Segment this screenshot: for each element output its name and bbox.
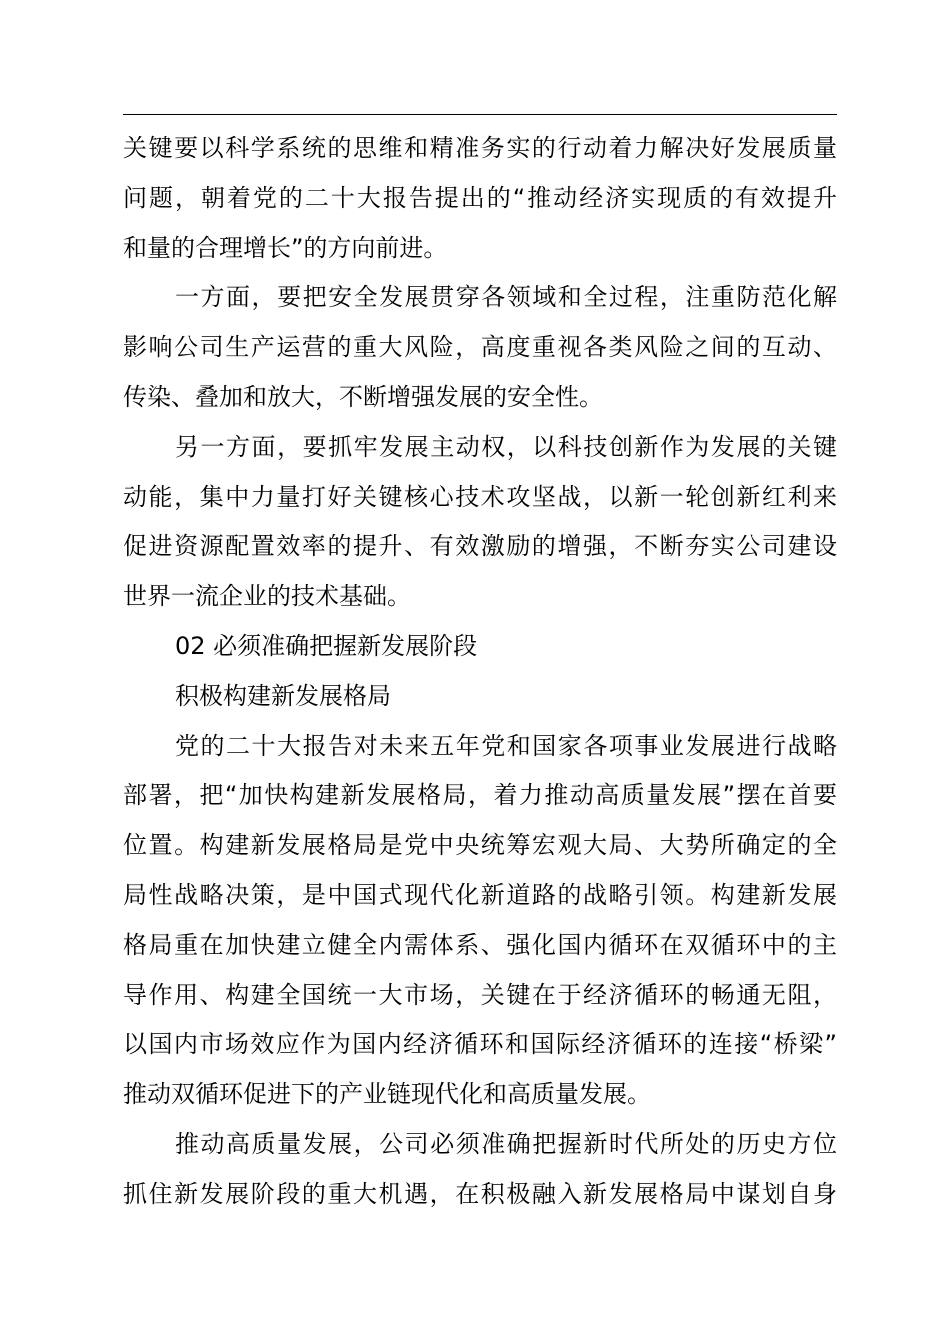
body-text bbox=[123, 124, 837, 1220]
text-line: 动能，集中力量打好关键核心技术攻坚战，以新一轮创新红利来 bbox=[123, 482, 837, 511]
text-line: 问题，朝着党的二十大报告提出的“推动经济实现质的有效提升 bbox=[123, 183, 837, 212]
section-heading: 02 必须准确把握新发展阶段 bbox=[175, 631, 478, 660]
text-line: 关键要以科学系统的思维和精准务实的行动着力解决好发展质量 bbox=[123, 134, 837, 162]
text-line: 推动高质量发展，公司必须准确把握新时代所处的历史方位 bbox=[175, 1129, 837, 1158]
text-line: 影响公司生产运营的重大风险，高度重视各类风险之间的互动、 bbox=[123, 333, 837, 362]
text-line: 和量的合理增长”的方向前进。 bbox=[123, 233, 448, 262]
text-line: 抓住新发展阶段的重大机遇，在积极融入新发展格局中谋划自身 bbox=[123, 1179, 837, 1208]
text-line: 党的二十大报告对未来五年党和国家各项事业发展进行战略 bbox=[175, 731, 837, 760]
text-line: 格局重在加快建立健全内需体系、强化国内循环在双循环中的主 bbox=[123, 930, 837, 959]
text-line: 传染、叠加和放大，不断增强发展的安全性。 bbox=[123, 382, 603, 411]
text-line: 促进资源配置效率的提升、有效激励的增强，不断夯实公司建设 bbox=[123, 532, 837, 561]
text-line: 推动双循环促进下的产业链现代化和高质量发展。 bbox=[123, 1080, 651, 1109]
text-line: 世界一流企业的技术基础。 bbox=[123, 582, 411, 611]
text-line: 位置。构建新发展格局是党中央统筹宏观大局、大势所确定的全 bbox=[123, 831, 837, 860]
text-line: 一方面，要把安全发展贯穿各领域和全过程，注重防范化解 bbox=[175, 283, 837, 312]
section-heading: 积极构建新发展格局 bbox=[175, 681, 391, 710]
text-line: 另一方面，要抓牢发展主动权，以科技创新作为发展的关键 bbox=[175, 432, 837, 461]
header-rule bbox=[123, 114, 837, 115]
text-line: 局性战略决策，是中国式现代化新道路的战略引领。构建新发展 bbox=[123, 880, 837, 909]
text-line: 以国内市场效应作为国内经济循环和国际经济循环的连接“桥梁” bbox=[123, 1030, 837, 1059]
text-line: 导作用、构建全国统一大市场，关键在于经济循环的畅通无阻， bbox=[123, 980, 837, 1009]
text-line: 部署，把“加快构建新发展格局，着力推动高质量发展”摆在首要 bbox=[123, 781, 837, 810]
